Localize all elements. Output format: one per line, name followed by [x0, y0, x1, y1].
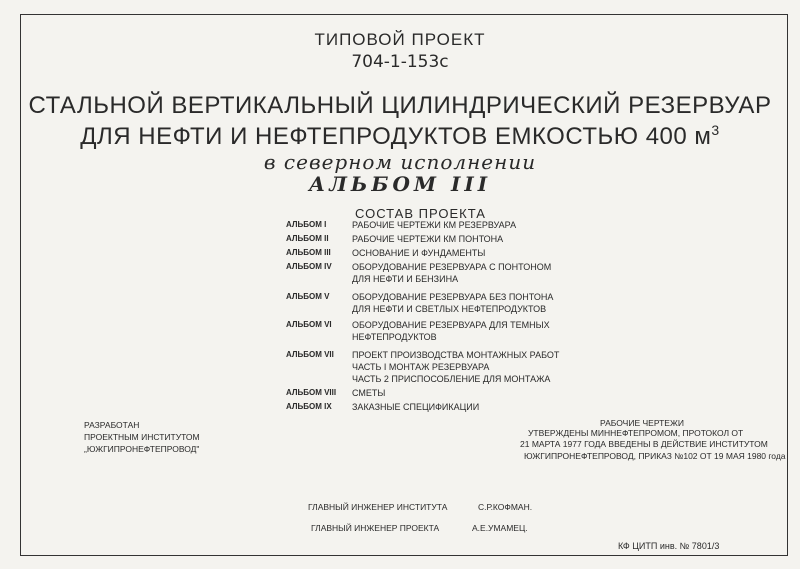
album-title: АЛЬБОМ III [308, 172, 492, 196]
developed-line-3: „ЮЖГИПРОНЕФТЕПРОВОД" [84, 444, 200, 454]
inventory-stamp: КФ ЦИТП инв. № 7801/3 [618, 541, 720, 551]
album-description-line: СМЕТЫ [352, 388, 386, 398]
album-label: АЛЬБОМ VIII [286, 388, 337, 397]
chief-engineer-label: ГЛАВНЫЙ ИНЖЕНЕР ИНСТИТУТА [308, 502, 448, 512]
album-description-line: ЗАКАЗНЫЕ СПЕЦИФИКАЦИИ [352, 402, 480, 412]
approval-line-1: РАБОЧИЕ ЧЕРТЕЖИ [600, 418, 684, 428]
project-engineer-name: А.Е.УМАМЕЦ. [472, 523, 528, 533]
title-line-2: ДЛЯ НЕФТИ И НЕФТЕПРОДУКТОВ ЕМКОСТЬЮ 400 $м^3$ [80, 122, 720, 150]
album-label: АЛЬБОМ II [286, 234, 329, 243]
title-line-3: в северном исполнении [263, 150, 537, 174]
chief-engineer-name: С.Р.КОФМАН. [478, 502, 533, 512]
album-label: АЛЬБОМ VI [286, 320, 332, 329]
album-label: АЛЬБОМ IX [286, 402, 332, 411]
album-description-line: ОБОРУДОВАНИЕ РЕЗЕРВУАРА ДЛЯ ТЕМНЫХ [352, 320, 550, 330]
composition-heading: СОСТАВ ПРОЕКТА [355, 206, 486, 221]
album-label: АЛЬБОМ VII [286, 350, 334, 359]
project-type-label: ТИПОВОЙ ПРОЕКТ [314, 30, 486, 49]
developed-line-1: РАЗРАБОТАН [84, 420, 140, 430]
album-description-line: ДЛЯ НЕФТИ И БЕНЗИНА [352, 274, 459, 284]
album-description-line: ОБОРУДОВАНИЕ РЕЗЕРВУАРА С ПОНТОНОМ [352, 262, 552, 272]
title-line-1: СТАЛЬНОЙ ВЕРТИКАЛЬНЫЙ ЦИЛИНДРИЧЕСКИЙ РЕЗЕРВУАР [28, 92, 772, 119]
title-superscript: 3 [711, 122, 720, 138]
album-description-line: РАБОЧИЕ ЧЕРТЕЖИ КМ ПОНТОНА [352, 234, 504, 244]
album-label: АЛЬБОМ IV [286, 262, 332, 271]
album-description-line: ОСНОВАНИЕ И ФУНДАМЕНТЫ [352, 248, 486, 258]
album-label: АЛЬБОМ III [286, 248, 331, 257]
approval-line-3: 21 МАРТА 1977 ГОДА ВВЕДЕНЫ В ДЕЙСТВИЕ ИНСТИТУТОМ [520, 439, 768, 449]
album-description-line: НЕФТЕПРОДУКТОВ [352, 332, 437, 342]
project-code: 704-1-153с [351, 52, 449, 72]
album-description-line: ЧАСТЬ 2 ПРИСПОСОБЛЕНИЕ ДЛЯ МОНТАЖА [352, 374, 551, 384]
album-description-line: ДЛЯ НЕФТИ И СВЕТЛЫХ НЕФТЕПРОДУКТОВ [352, 304, 547, 314]
project-engineer-label: ГЛАВНЫЙ ИНЖЕНЕР ПРОЕКТА [311, 523, 440, 533]
album-description-line: ПРОЕКТ ПРОИЗВОДСТВА МОНТАЖНЫХ РАБОТ [352, 350, 560, 360]
album-description-line: ЧАСТЬ I МОНТАЖ РЕЗЕРВУАРА [352, 362, 490, 372]
approval-line-4: ЮЖГИПРОНЕФТЕПРОВОД, ПРИКАЗ №102 ОТ 19 МАЯ 1980 года [524, 451, 786, 461]
album-description-line: ОБОРУДОВАНИЕ РЕЗЕРВУАРА БЕЗ ПОНТОНА [352, 292, 554, 302]
album-label: АЛЬБОМ V [286, 292, 330, 301]
developed-line-2: ПРОЕКТНЫМ ИНСТИТУТОМ [84, 432, 200, 442]
album-label: АЛЬБОМ I [286, 220, 327, 229]
album-description-line: РАБОЧИЕ ЧЕРТЕЖИ КМ РЕЗЕРВУАРА [352, 220, 517, 230]
approval-line-2: УТВЕРЖДЕНЫ МИННЕФТЕПРОМОМ, ПРОТОКОЛ ОТ [528, 428, 744, 438]
